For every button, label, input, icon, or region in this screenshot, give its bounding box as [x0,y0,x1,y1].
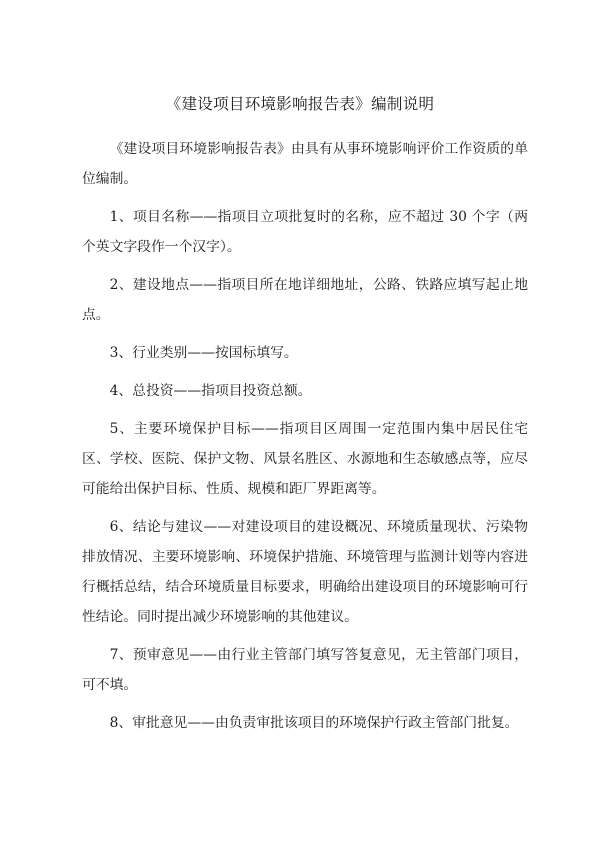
paragraph-total-investment: 4、总投资——指项目投资总额。 [109,383,312,399]
paragraph-protection-targets: 5、主要环境保护目标——指项目区周围一定范围内集中居民住宅区、学校、医院、保护文物、风景名胜区、水源地和生态敏感点等，应尽可能给出保护目标、性质、规模和距厂界距离等。 [82,421,528,497]
paragraph-industry-category: 3、行业类别——按国标填写。 [109,345,298,361]
paragraph-conclusions: 6、结论与建议——对建设项目的建设概况、环境质量现状、污染物排放情况、主要环境影响、环境保护措施、环境管理与监测计划等内容进行概括总结，结合环境质量目标要求，明确给出建设项目的环境影响可行性结论。同时提出减少环境影响的其他建议。 [82,519,528,625]
document-body [82,134,528,746]
paragraph-intro: 《建设项目环境影响报告表》由具有从事环境影响评价工作资质的单位编制。 [82,141,528,187]
paragraph-preliminary-review: 7、预审意见——由行业主管部门填写答复意见，无主管部门项目，可不填。 [82,647,528,693]
document-title: 《建设项目环境影响报告表》编制说明 [165,95,435,113]
paragraph-approval-opinion: 8、审批意见——由负责审批该项目的环境保护行政主管部门批复。 [109,715,519,731]
paragraph-project-name: 1、项目名称——指项目立项批复时的名称，应不超过 30 个字（两个英文字段作一个汉字）。 [82,209,528,255]
paragraph-construction-site: 2、建设地点——指项目所在地详细地址，公路、铁路应填写起止地点。 [82,277,528,323]
